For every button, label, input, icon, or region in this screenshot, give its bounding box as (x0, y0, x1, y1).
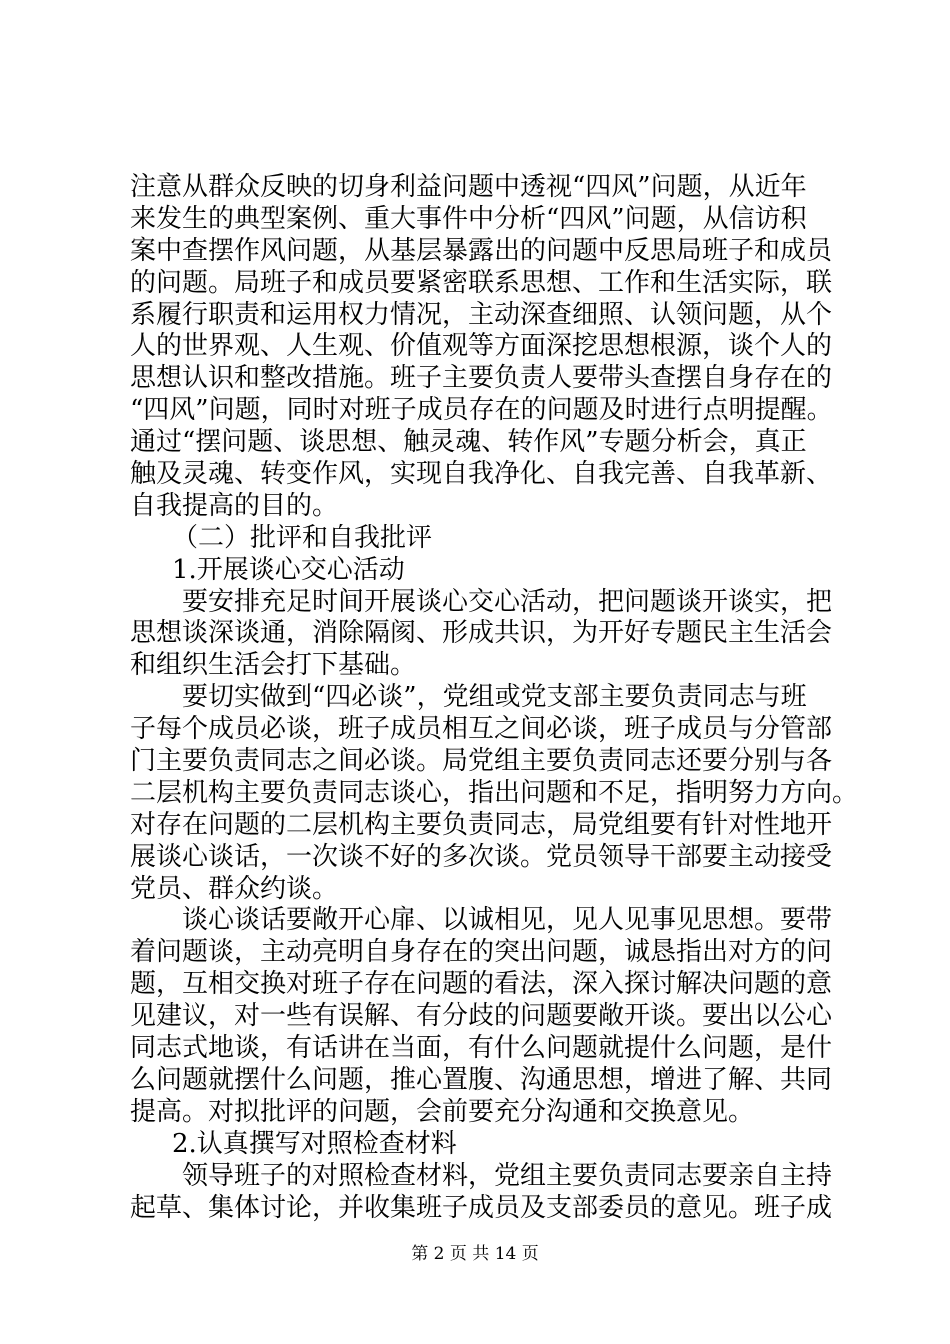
text-line: 通过“摆问题、谈思想、触灵魂、转作风”专题分析会，真正 (130, 427, 807, 458)
paragraph-start-line: 谈心谈话要敞开心扉、以诚相见，见人见事见思想。要带 (182, 905, 833, 936)
text-line: “四风”问题，同时对班子成员存在的问题及时进行点明提醒。 (130, 395, 833, 426)
subsection-heading: 1.开展谈心交心活动 (172, 554, 405, 585)
text-line: 系履行职责和运用权力情况，主动深查细照、认领问题，从个 (130, 299, 833, 330)
paragraph-start-line: 领导班子的对照检查材料，党组主要负责同志要亲自主持 (182, 1160, 833, 1191)
text-line: 子每个成员必谈，班子成员相互之间必谈，班子成员与分管部 (130, 714, 833, 745)
text-line: 思想认识和整改措施。班子主要负责人要带头查摆自身存在的 (130, 363, 833, 394)
text-line: 二层机构主要负责同志谈心，指出问题和不足，指明努力方向。 (130, 777, 859, 808)
text-line: 门主要负责同志之间必谈。局党组主要负责同志还要分别与各 (130, 746, 833, 777)
text-line: 么问题就摆什么问题，推心置腹、沟通思想，增进了解、共同 (130, 1064, 833, 1095)
body-text (130, 172, 859, 1224)
page-number-footer: 第 2 页 共 14 页 (411, 1244, 539, 1264)
paragraph-start-line: 要切实做到“四必谈”，党组或党支部主要负责同志与班 (182, 682, 807, 713)
text-line: 展谈心谈话，一次谈不好的多次谈。党员领导干部要主动接受 (130, 841, 833, 872)
subsection-heading: 2.认真撰写对照检查材料 (172, 1128, 457, 1159)
text-line: 党员、群众约谈。 (130, 873, 339, 904)
text-line: 来发生的典型案例、重大事件中分析“四风”问题，从信访积 (130, 203, 807, 234)
text-line: 触及灵魂、转变作风，实现自我净化、自我完善、自我革新、 (130, 459, 833, 490)
text-line: 案中查摆作风问题，从基层暴露出的问题中反思局班子和成员 (130, 235, 833, 266)
text-line: 的问题。局班子和成员要紧密联系思想、工作和生活实际，联 (130, 267, 833, 298)
text-line: 见建议，对一些有误解、有分歧的问题要敞开谈。要出以公心 (130, 1001, 833, 1032)
section-heading: （二）批评和自我批评 (172, 522, 433, 553)
text-line: 提高。对拟批评的问题，会前要充分沟通和交换意见。 (130, 1096, 755, 1127)
text-line: 思想谈深谈通，消除隔阂、形成共识，为开好专题民主生活会 (130, 618, 833, 649)
paragraph-start-line: 要安排充足时间开展谈心交心活动，把问题谈开谈实，把 (182, 586, 833, 617)
text-line: 同志式地谈，有话讲在当面，有什么问题就提什么问题，是什 (130, 1033, 833, 1064)
text-line: 人的世界观、人生观、价值观等方面深挖思想根源，谈个人的 (130, 331, 833, 362)
text-line: 和组织生活会打下基础。 (130, 650, 417, 681)
text-line: 着问题谈，主动亮明自身存在的突出问题，诚恳指出对方的问 (130, 937, 833, 968)
text-line: 题，互相交换对班子存在问题的看法，深入探讨解决问题的意 (130, 969, 833, 1000)
text-line: 起草、集体讨论，并收集班子成员及支部委员的意见。班子成 (130, 1192, 833, 1223)
text-line: 自我提高的目的。 (130, 490, 339, 521)
text-line: 对存在问题的二层机构主要负责同志，局党组要有针对性地开 (130, 809, 833, 840)
text-line: 注意从群众反映的切身利益问题中透视“四风”问题，从近年 (130, 172, 807, 202)
